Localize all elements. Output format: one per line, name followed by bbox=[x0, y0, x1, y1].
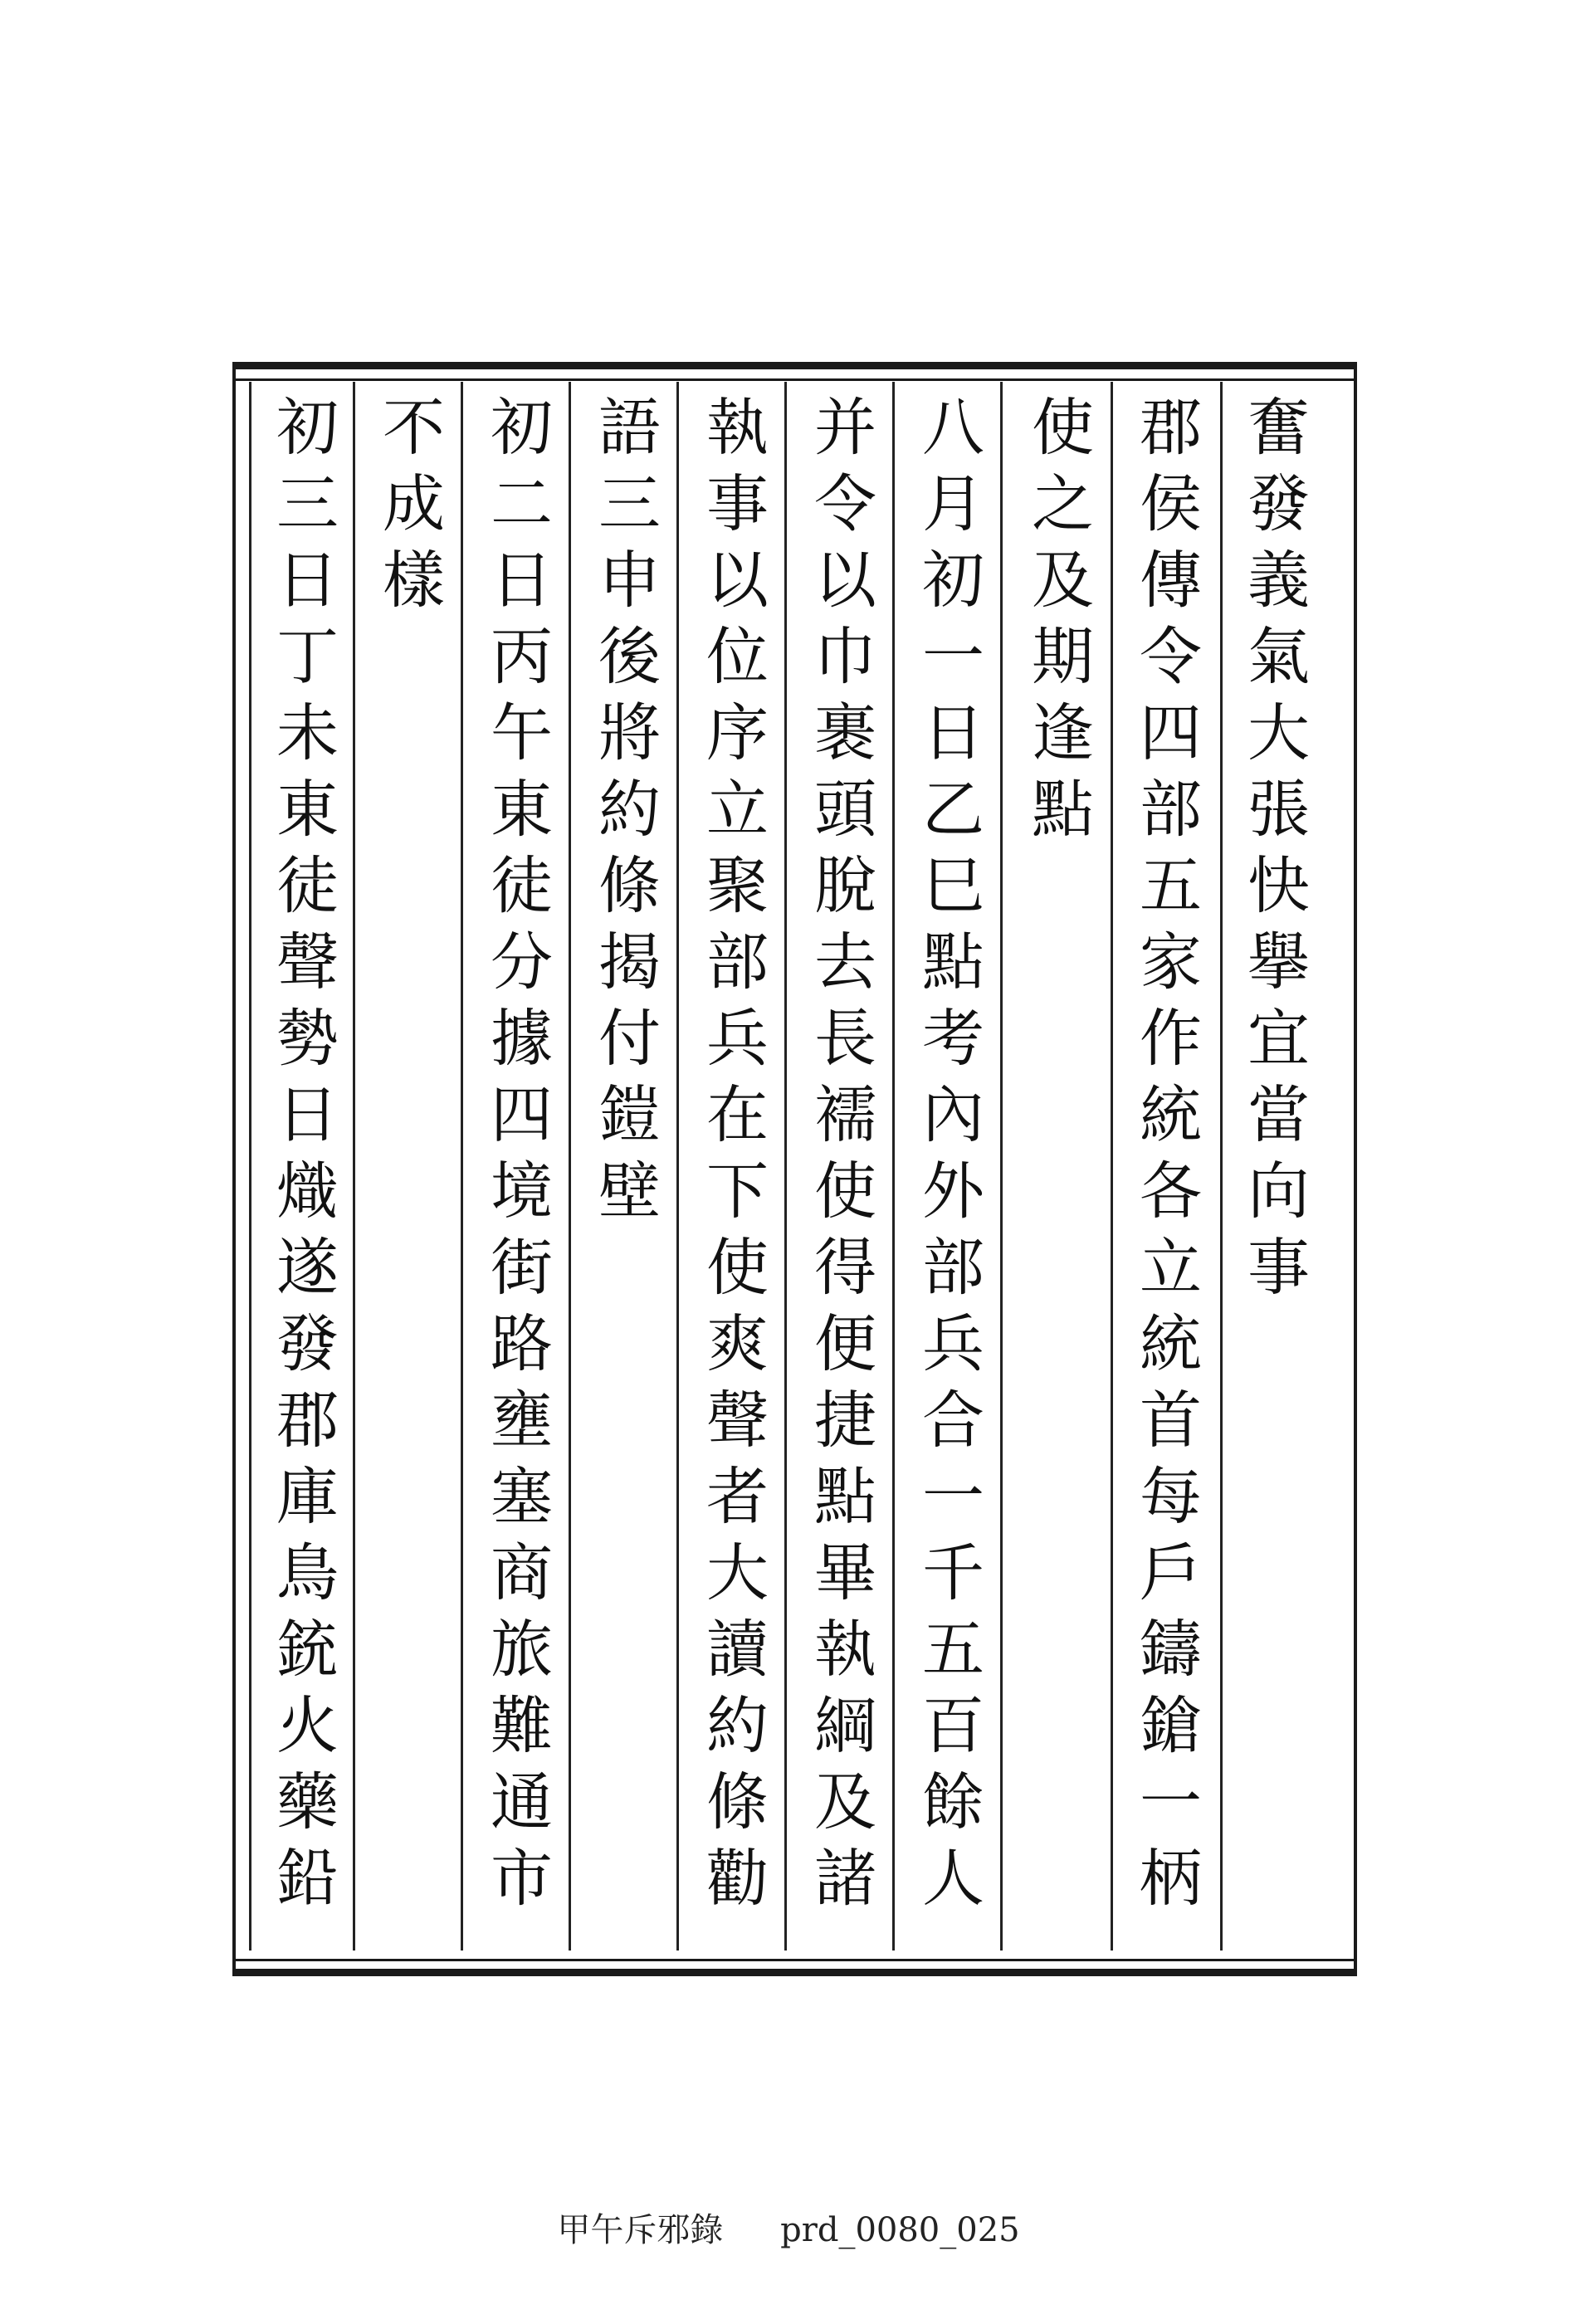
text-column-1: 奮發義氣大張快擧宜當向事 bbox=[1238, 394, 1311, 1311]
text-column-4: 八月初一日乙巳點考內外部兵合一千五百餘人 bbox=[912, 394, 985, 1921]
column-rule bbox=[249, 382, 251, 1950]
text-column-3: 使之及期逢點 bbox=[1022, 394, 1095, 852]
text-column-6: 執事以位序立聚部兵在下使爽聲者大讀約條勸 bbox=[696, 394, 769, 1921]
text-column-8: 初二日丙午東徒分據四境街路壅塞商旅難通市 bbox=[481, 394, 554, 1921]
text-column-9: 不成樣 bbox=[373, 394, 446, 623]
column-rule bbox=[461, 382, 463, 1950]
column-rule bbox=[353, 382, 355, 1950]
column-rule bbox=[569, 382, 571, 1950]
column-rule bbox=[1000, 382, 1003, 1950]
column-rule bbox=[676, 382, 679, 1950]
column-rule bbox=[1220, 382, 1223, 1950]
column-rule bbox=[1111, 382, 1113, 1950]
footer-title: 甲午斥邪錄 bbox=[557, 2211, 724, 2249]
text-column-5: 并令以巾裹頭脫去長襦使得便捷點畢執綱及諸 bbox=[804, 394, 877, 1921]
footer-page-id: prd_0080_025 bbox=[780, 2211, 1020, 2249]
text-column-7: 語三申後將約條揭付鎧壁 bbox=[588, 394, 662, 1234]
frame-inner-bottom-rule bbox=[232, 1959, 1357, 1961]
frame-inner-top-rule bbox=[232, 378, 1357, 381]
text-column-10: 初三日丁未東徒聲勢日熾遂發郡庫鳥銃火藥鉛 bbox=[266, 394, 339, 1921]
column-rule bbox=[892, 382, 895, 1950]
page-footer bbox=[0, 2204, 1577, 2251]
text-column-2: 郡侯傳令四部五家作統各立統首每戶鑄鎗一柄 bbox=[1130, 394, 1203, 1921]
column-rule bbox=[784, 382, 787, 1950]
